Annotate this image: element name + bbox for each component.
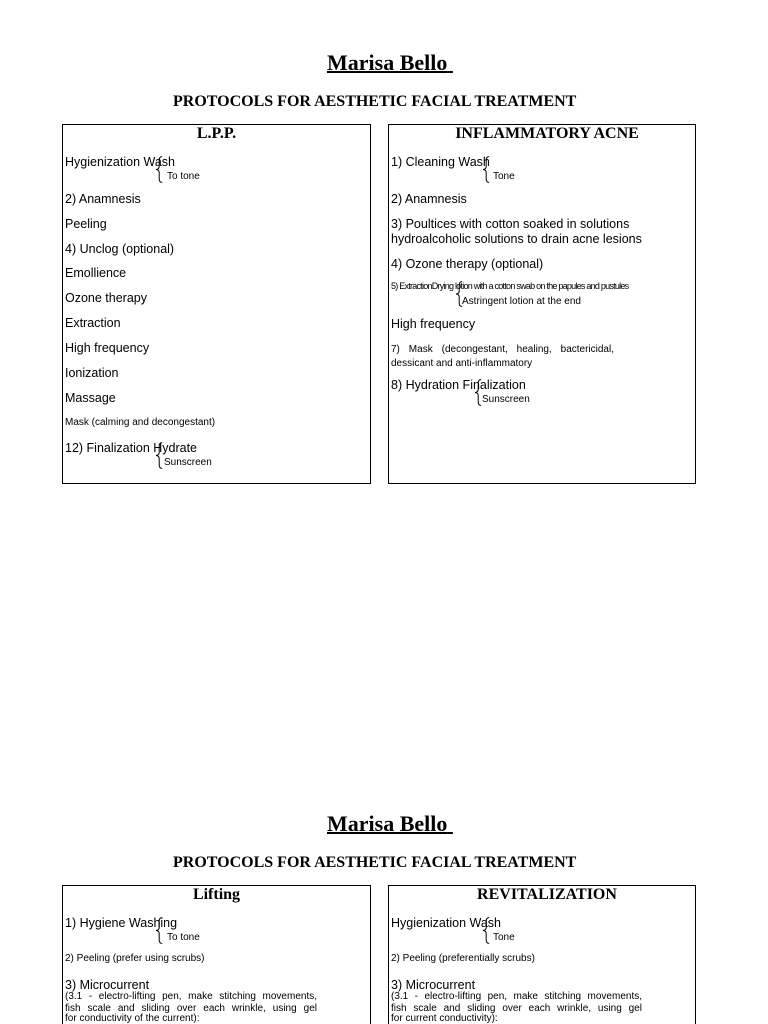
protocol-step: Peeling [65, 217, 107, 231]
author-name-text: Marisa Bello [327, 811, 448, 836]
brace-stroke [156, 443, 162, 469]
brace-shape [474, 379, 482, 406]
protocol-step: High frequency [391, 317, 476, 331]
document-heading: PROTOCOLS FOR AESTHETIC FACIAL TREATMENT [173, 93, 577, 110]
brace-stroke [475, 380, 481, 406]
protocol-step: 2) Anamnesis [391, 192, 467, 206]
brace-mark [482, 156, 490, 183]
protocol-page-1 [0, 0, 768, 500]
brace-stroke [156, 918, 162, 944]
brace-mark [474, 379, 482, 406]
protocol-step: 1) Hygiene Washing [65, 916, 178, 930]
author-name [327, 52, 453, 74]
protocol-step: Mask (calming and decongestant) [65, 417, 216, 428]
protocol-step: Emollience [65, 266, 127, 280]
protocol-step: 2) Peeling (preferentially scrubs) [391, 953, 535, 964]
box-title: INFLAMMATORY ACNE [455, 125, 639, 142]
brace-mark [155, 156, 163, 183]
protocol-step: 3) Microcurrent [65, 978, 150, 992]
step-note: To tone [167, 171, 200, 182]
brace-mark [482, 917, 490, 944]
author-underline-tail [447, 811, 453, 836]
revitalization-protocol-box [388, 885, 696, 1024]
protocol-step: 4) Unclog (optional) [65, 242, 175, 256]
protocol-step: Massage [65, 391, 116, 405]
protocol-step: 4) Ozone therapy (optional) [391, 257, 544, 271]
box-title: Lifting [192, 886, 241, 903]
brace-shape [482, 917, 490, 944]
step-note: To tone [167, 932, 200, 943]
protocol-step: 8) Hydration Finalization [391, 378, 526, 392]
author-name [327, 813, 453, 835]
protocol-step: 3) Microcurrent [391, 978, 476, 992]
author-name-text: Marisa Bello [327, 50, 448, 75]
step-detail-line: for conductivity of the current): [65, 1013, 200, 1024]
protocol-step: 2) Anamnesis [65, 192, 141, 206]
protocol-step: 1) Cleaning Wash [391, 155, 490, 169]
brace-shape [155, 156, 163, 183]
protocol-step-line: 3) Poultices with cotton soaked in solutions [391, 217, 630, 231]
brace-stroke [483, 918, 489, 944]
brace-mark [155, 442, 163, 469]
brace-shape [482, 156, 490, 183]
step-note: Tone [493, 171, 515, 182]
protocol-step: Extraction [65, 316, 121, 330]
step-detail-line: fish scale and sliding over each wrinkle, using gel [65, 1003, 317, 1014]
document-heading: PROTOCOLS FOR AESTHETIC FACIAL TREATMENT [173, 854, 577, 871]
protocol-step: 12) Finalization Hydrate [65, 441, 198, 455]
lifting-protocol-box [62, 885, 371, 1024]
protocol-step-line: hydroalcoholic solutions to drain acne lesions [391, 232, 642, 246]
inflammatory-acne-protocol-box [388, 124, 696, 484]
step-detail-line: for current conductivity): [391, 1013, 498, 1024]
step-detail-line: fish scale and sliding over each wrinkle, using gel [391, 1003, 642, 1014]
step-note: Sunscreen [164, 457, 212, 468]
protocol-step: 5) ExtractionDrying lotion with a cotton swab on the papules and pustules [391, 281, 629, 291]
box-title: REVITALIZATION [477, 886, 617, 903]
step-note: Astringent lotion at the end [462, 296, 581, 307]
protocol-step: High frequency [65, 341, 150, 355]
step-detail-line: (3.1 - electro-lifting pen, make stitching movements, [65, 991, 317, 1002]
brace-stroke [483, 157, 489, 183]
step-note: Tone [493, 932, 515, 943]
protocol-step: Ozone therapy [65, 291, 147, 305]
protocol-step: Ionization [65, 366, 119, 380]
protocol-step: Hygienization Wash [391, 916, 502, 930]
protocol-step: 2) Peeling (prefer using scrubs) [65, 953, 205, 964]
step-note: Sunscreen [482, 394, 530, 405]
step-detail-line: (3.1 - electro-lifting pen, make stitching movements, [391, 991, 642, 1002]
protocol-step: Hygienization Wash [65, 155, 176, 169]
brace-shape [155, 917, 163, 944]
box-title: L.P.P. [196, 125, 237, 142]
author-underline-tail [447, 50, 453, 75]
protocol-step-line: 7) Mask (decongestant, healing, bactericidal, [391, 344, 614, 355]
brace-mark [155, 917, 163, 944]
protocol-step-line: dessicant and anti-inflammatory [391, 358, 533, 369]
lpp-protocol-box [62, 124, 371, 484]
protocol-page-2 [0, 761, 768, 1024]
brace-stroke [156, 157, 162, 183]
brace-shape [155, 442, 163, 469]
